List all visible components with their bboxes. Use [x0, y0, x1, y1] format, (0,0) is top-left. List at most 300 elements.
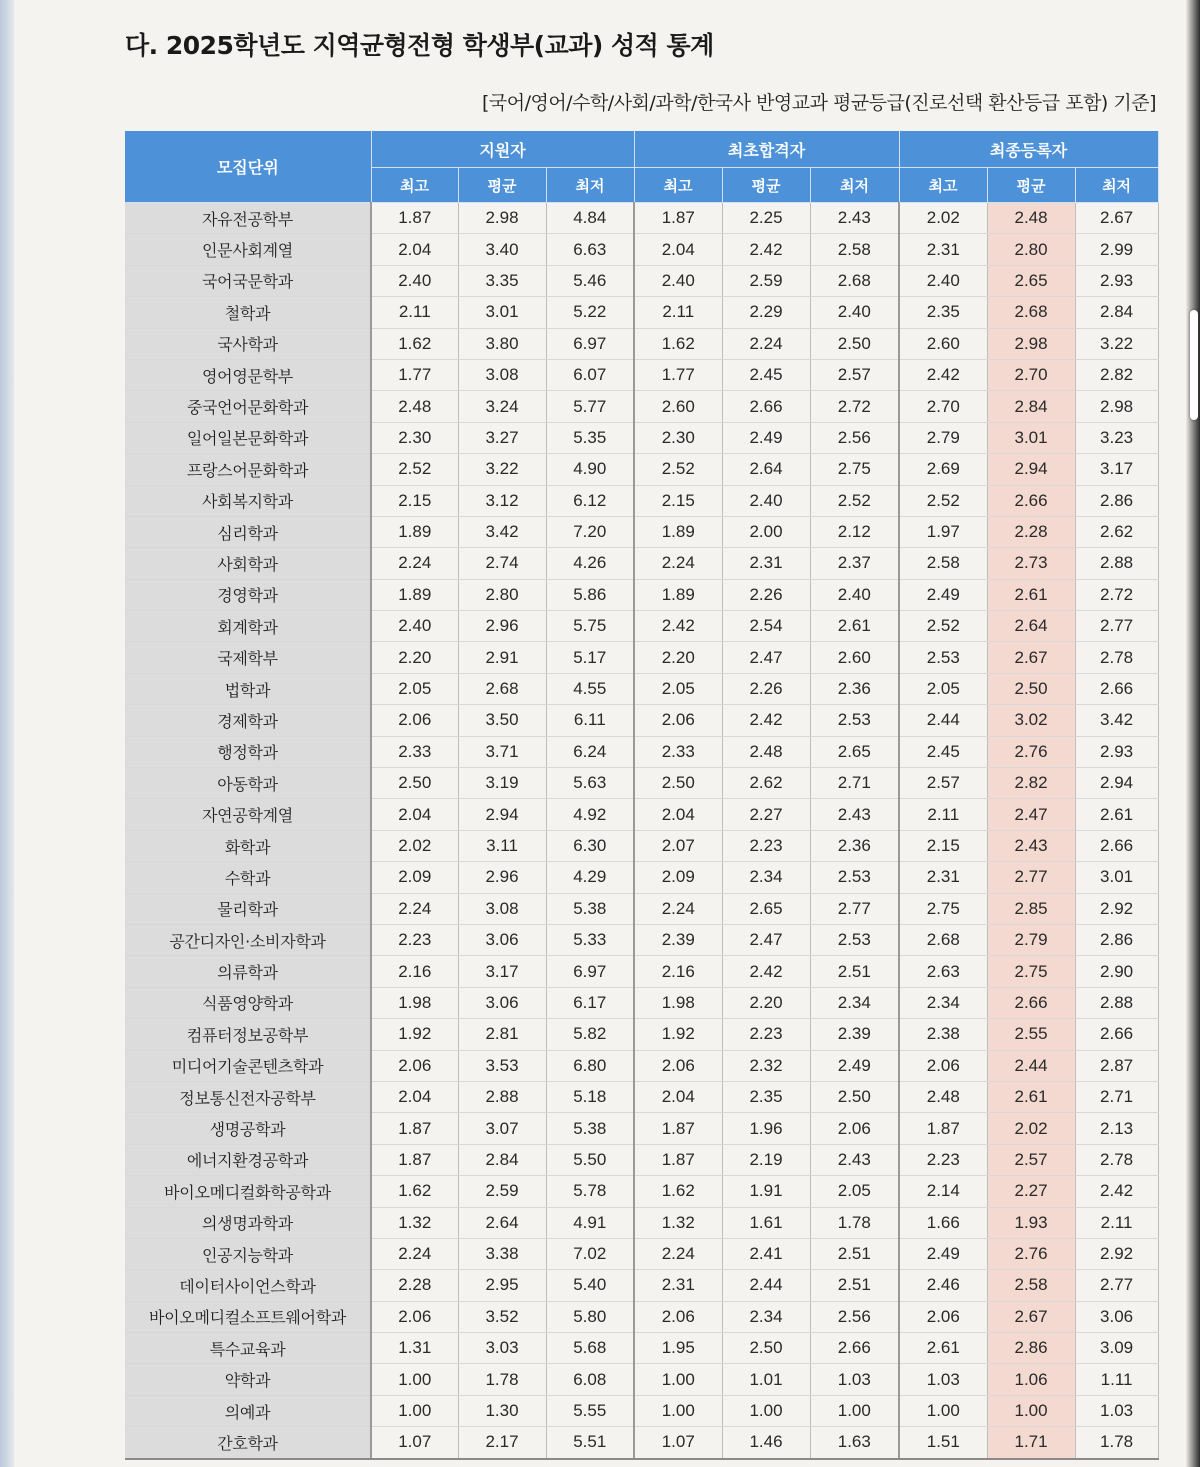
- table-cell: 5.77: [546, 391, 634, 422]
- table-cell: 2.45: [899, 736, 987, 767]
- table-cell: 1.98: [371, 987, 458, 1018]
- table-cell: 2.66: [987, 987, 1075, 1018]
- table-cell: 2.48: [722, 736, 810, 767]
- table-cell: 5.38: [546, 1113, 634, 1144]
- table-row: [125, 391, 1158, 422]
- table-cell: 2.53: [899, 642, 987, 673]
- table-cell: 2.11: [899, 799, 987, 830]
- table-cell: 2.40: [371, 265, 458, 296]
- table-cell: 2.77: [1075, 611, 1158, 642]
- table-cell: 1.00: [810, 1395, 899, 1426]
- table-cell: 2.48: [987, 203, 1075, 234]
- table-cell: 1.00: [371, 1364, 458, 1395]
- table-cell: 1.00: [987, 1395, 1075, 1426]
- table-cell: 2.40: [371, 611, 458, 642]
- table-cell: 7.20: [546, 516, 634, 547]
- table-cell: 2.47: [722, 642, 810, 673]
- table-cell: 2.78: [1075, 1144, 1158, 1175]
- row-unit-name: 국제학부: [125, 642, 371, 673]
- table-cell: 2.59: [722, 265, 810, 296]
- table-cell: 2.64: [987, 611, 1075, 642]
- table-cell: 1.32: [634, 1207, 722, 1238]
- row-unit-name: 경제학과: [125, 705, 371, 736]
- table-cell: 4.26: [546, 548, 634, 579]
- stats-table-container: [125, 131, 1158, 1460]
- table-cell: 3.42: [1075, 705, 1158, 736]
- table-cell: 2.64: [458, 1207, 546, 1238]
- table-cell: 6.30: [546, 830, 634, 861]
- table-cell: 2.57: [810, 359, 899, 390]
- table-cell: 2.61: [899, 1333, 987, 1364]
- table-row: [125, 1176, 1158, 1207]
- table-cell: 2.28: [987, 516, 1075, 547]
- table-cell: 2.24: [634, 1238, 722, 1269]
- table-cell: 2.86: [1075, 485, 1158, 516]
- table-cell: 3.01: [1075, 862, 1158, 893]
- table-cell: 2.61: [810, 611, 899, 642]
- table-cell: 1.89: [371, 516, 458, 547]
- table-cell: 4.84: [546, 203, 634, 234]
- table-cell: 2.31: [722, 548, 810, 579]
- table-cell: 2.96: [458, 862, 546, 893]
- table-cell: 2.34: [899, 987, 987, 1018]
- table-cell: 2.36: [810, 673, 899, 704]
- table-cell: 2.11: [1075, 1207, 1158, 1238]
- row-unit-name: 식품영양학과: [125, 987, 371, 1018]
- table-cell: 2.79: [987, 924, 1075, 955]
- table-cell: 2.52: [899, 485, 987, 516]
- table-cell: 2.23: [722, 830, 810, 861]
- table-cell: 2.04: [371, 799, 458, 830]
- table-row: [125, 893, 1158, 924]
- row-unit-name: 철학과: [125, 297, 371, 328]
- table-cell: 2.91: [458, 642, 546, 673]
- page-title: 다. 2025학년도 지역균형전형 학생부(교과) 성적 통계: [125, 31, 714, 60]
- table-cell: 2.52: [371, 454, 458, 485]
- table-cell: 1.06: [987, 1364, 1075, 1395]
- table-cell: 2.55: [987, 1019, 1075, 1050]
- table-cell: 2.04: [371, 1081, 458, 1112]
- table-cell: 2.43: [987, 830, 1075, 861]
- row-unit-name: 약학과: [125, 1364, 371, 1395]
- table-cell: 2.50: [722, 1333, 810, 1364]
- table-cell: 5.51: [546, 1427, 634, 1459]
- table-row: [125, 1427, 1158, 1459]
- table-cell: 2.93: [1075, 736, 1158, 767]
- table-cell: 2.06: [899, 1050, 987, 1081]
- table-cell: 6.07: [546, 359, 634, 390]
- table-cell: 2.50: [371, 768, 458, 799]
- table-row: [125, 736, 1158, 767]
- table-cell: 2.34: [722, 862, 810, 893]
- table-cell: 2.66: [1075, 830, 1158, 861]
- table-cell: 2.33: [634, 736, 722, 767]
- table-cell: 1.07: [371, 1427, 458, 1459]
- row-unit-name: 데이터사이언스학과: [125, 1270, 371, 1301]
- table-cell: 2.23: [899, 1144, 987, 1175]
- header-sub: 최고: [634, 168, 722, 203]
- table-cell: 2.68: [987, 297, 1075, 328]
- table-row: [125, 799, 1158, 830]
- table-cell: 2.48: [371, 391, 458, 422]
- table-row: [125, 1081, 1158, 1112]
- row-unit-name: 공간디자인·소비자학과: [125, 924, 371, 955]
- table-cell: 3.22: [458, 454, 546, 485]
- table-cell: 2.09: [634, 862, 722, 893]
- table-row: [125, 987, 1158, 1018]
- table-row: [125, 705, 1158, 736]
- table-cell: 2.98: [1075, 391, 1158, 422]
- table-cell: 5.38: [546, 893, 634, 924]
- table-cell: 2.04: [634, 234, 722, 265]
- table-cell: 1.78: [810, 1207, 899, 1238]
- table-cell: 3.09: [1075, 1333, 1158, 1364]
- table-cell: 1.87: [899, 1113, 987, 1144]
- table-cell: 2.94: [458, 799, 546, 830]
- table-row: [125, 265, 1158, 296]
- table-row: [125, 642, 1158, 673]
- table-cell: 2.13: [1075, 1113, 1158, 1144]
- table-cell: 1.07: [634, 1427, 722, 1459]
- row-unit-name: 회계학과: [125, 611, 371, 642]
- table-cell: 2.32: [722, 1050, 810, 1081]
- table-cell: 1.89: [634, 579, 722, 610]
- table-row: [125, 1270, 1158, 1301]
- header-unit: 모집단위: [125, 131, 371, 203]
- table-cell: 3.01: [458, 297, 546, 328]
- table-cell: 2.15: [899, 830, 987, 861]
- table-header: [125, 131, 1158, 203]
- table-cell: 2.60: [634, 391, 722, 422]
- table-cell: 2.07: [634, 830, 722, 861]
- table-cell: 7.02: [546, 1238, 634, 1269]
- table-cell: 2.99: [1075, 234, 1158, 265]
- table-cell: 5.68: [546, 1333, 634, 1364]
- table-cell: 6.24: [546, 736, 634, 767]
- table-cell: 1.89: [371, 579, 458, 610]
- table-row: [125, 485, 1158, 516]
- table-cell: 5.55: [546, 1395, 634, 1426]
- table-cell: 2.16: [371, 956, 458, 987]
- table-cell: 2.85: [987, 893, 1075, 924]
- table-cell: 3.80: [458, 328, 546, 359]
- table-cell: 2.05: [810, 1176, 899, 1207]
- table-cell: 3.02: [987, 705, 1075, 736]
- table-cell: 2.77: [1075, 1270, 1158, 1301]
- table-cell: 1.71: [987, 1427, 1075, 1459]
- table-cell: 2.44: [722, 1270, 810, 1301]
- table-cell: 6.80: [546, 1050, 634, 1081]
- table-row: [125, 956, 1158, 987]
- table-cell: 1.87: [634, 203, 722, 234]
- table-cell: 5.33: [546, 924, 634, 955]
- table-row: [125, 1113, 1158, 1144]
- table-cell: 2.70: [899, 391, 987, 422]
- table-cell: 2.98: [458, 203, 546, 234]
- table-cell: 2.27: [987, 1176, 1075, 1207]
- row-unit-name: 바이오메디컬소프트웨어학과: [125, 1301, 371, 1332]
- page-edge-left: [0, 0, 14, 1467]
- table-cell: 2.50: [810, 328, 899, 359]
- table-cell: 2.52: [810, 485, 899, 516]
- table-cell: 2.42: [722, 956, 810, 987]
- table-cell: 3.17: [458, 956, 546, 987]
- table-cell: 1.92: [371, 1019, 458, 1050]
- table-cell: 2.33: [371, 736, 458, 767]
- table-cell: 5.46: [546, 265, 634, 296]
- row-unit-name: 의류학과: [125, 956, 371, 987]
- table-cell: 2.74: [458, 548, 546, 579]
- table-cell: 1.03: [1075, 1395, 1158, 1426]
- table-cell: 2.75: [987, 956, 1075, 987]
- table-cell: 2.94: [1075, 768, 1158, 799]
- table-cell: 1.00: [634, 1364, 722, 1395]
- table-cell: 2.31: [899, 862, 987, 893]
- table-cell: 2.06: [371, 705, 458, 736]
- table-cell: 2.96: [458, 611, 546, 642]
- table-cell: 2.60: [899, 328, 987, 359]
- table-row: [125, 422, 1158, 453]
- table-cell: 2.84: [458, 1144, 546, 1175]
- table-cell: 2.20: [371, 642, 458, 673]
- table-cell: 3.03: [458, 1333, 546, 1364]
- row-unit-name: 심리학과: [125, 516, 371, 547]
- table-cell: 2.50: [810, 1081, 899, 1112]
- table-cell: 2.06: [634, 1050, 722, 1081]
- table-subtitle: [국어/영어/수학/사회/과학/한국사 반영교과 평균등급(진로선택 환산등급 포함) 기준]: [481, 92, 1156, 114]
- table-cell: 2.87: [1075, 1050, 1158, 1081]
- table-cell: 3.08: [458, 893, 546, 924]
- table-cell: 2.80: [987, 234, 1075, 265]
- table-cell: 2.47: [722, 924, 810, 955]
- row-unit-name: 일어일본문화학과: [125, 422, 371, 453]
- table-cell: 2.53: [810, 924, 899, 955]
- row-unit-name: 에너지환경공학과: [125, 1144, 371, 1175]
- table-cell: 3.27: [458, 422, 546, 453]
- table-cell: 2.09: [371, 862, 458, 893]
- table-cell: 2.82: [1075, 359, 1158, 390]
- table-cell: 3.71: [458, 736, 546, 767]
- table-row: [125, 1301, 1158, 1332]
- table-cell: 2.36: [810, 830, 899, 861]
- table-cell: 1.92: [634, 1019, 722, 1050]
- table-row: [125, 1050, 1158, 1081]
- table-cell: 5.80: [546, 1301, 634, 1332]
- table-cell: 2.42: [722, 705, 810, 736]
- table-row: [125, 516, 1158, 547]
- table-cell: 2.11: [371, 297, 458, 328]
- header-sub: 평균: [987, 168, 1075, 203]
- table-row: [125, 203, 1158, 234]
- table-cell: 2.23: [371, 924, 458, 955]
- table-cell: 2.66: [810, 1333, 899, 1364]
- table-cell: 2.34: [810, 987, 899, 1018]
- table-cell: 2.75: [810, 454, 899, 485]
- table-cell: 2.49: [810, 1050, 899, 1081]
- table-row: [125, 1019, 1158, 1050]
- header-group-applicants: 지원자: [371, 131, 634, 168]
- table-cell: 2.51: [810, 956, 899, 987]
- table-cell: 2.43: [810, 203, 899, 234]
- table-cell: 2.88: [1075, 548, 1158, 579]
- table-cell: 2.62: [722, 768, 810, 799]
- table-cell: 2.44: [987, 1050, 1075, 1081]
- table-cell: 1.98: [634, 987, 722, 1018]
- row-unit-name: 행정학과: [125, 736, 371, 767]
- table-cell: 3.11: [458, 830, 546, 861]
- table-cell: 2.04: [371, 234, 458, 265]
- table-cell: 2.39: [810, 1019, 899, 1050]
- table-cell: 4.92: [546, 799, 634, 830]
- table-row: [125, 359, 1158, 390]
- table-cell: 3.24: [458, 391, 546, 422]
- table-cell: 2.02: [371, 830, 458, 861]
- table-cell: 2.24: [634, 548, 722, 579]
- table-cell: 5.63: [546, 768, 634, 799]
- table-cell: 3.19: [458, 768, 546, 799]
- table-cell: 2.05: [371, 673, 458, 704]
- table-cell: 2.40: [634, 265, 722, 296]
- row-unit-name: 수학과: [125, 862, 371, 893]
- row-unit-name: 국어국문학과: [125, 265, 371, 296]
- table-row: [125, 862, 1158, 893]
- table-cell: 2.88: [1075, 987, 1158, 1018]
- header-sub: 평균: [722, 168, 810, 203]
- table-cell: 4.55: [546, 673, 634, 704]
- row-unit-name: 의예과: [125, 1395, 371, 1426]
- table-cell: 1.03: [899, 1364, 987, 1395]
- table-cell: 2.58: [987, 1270, 1075, 1301]
- table-cell: 2.70: [987, 359, 1075, 390]
- table-cell: 2.49: [722, 422, 810, 453]
- table-cell: 6.63: [546, 234, 634, 265]
- table-cell: 2.39: [634, 924, 722, 955]
- table-cell: 2.67: [987, 642, 1075, 673]
- table-cell: 2.11: [634, 297, 722, 328]
- table-cell: 2.62: [1075, 516, 1158, 547]
- header-sub: 최저: [810, 168, 899, 203]
- table-row: [125, 673, 1158, 704]
- table-cell: 2.67: [1075, 203, 1158, 234]
- row-unit-name: 생명공학과: [125, 1113, 371, 1144]
- row-unit-name: 인공지능학과: [125, 1238, 371, 1269]
- table-cell: 2.48: [899, 1081, 987, 1112]
- table-cell: 2.82: [987, 768, 1075, 799]
- table-cell: 2.63: [899, 956, 987, 987]
- table-cell: 2.42: [722, 234, 810, 265]
- table-cell: 3.35: [458, 265, 546, 296]
- row-unit-name: 간호학과: [125, 1427, 371, 1459]
- table-cell: 2.52: [899, 611, 987, 642]
- table-cell: 1.62: [371, 1176, 458, 1207]
- table-cell: 2.24: [371, 548, 458, 579]
- table-cell: 2.42: [634, 611, 722, 642]
- table-cell: 2.90: [1075, 956, 1158, 987]
- table-cell: 2.40: [899, 265, 987, 296]
- table-row: [125, 611, 1158, 642]
- row-unit-name: 중국언어문화학과: [125, 391, 371, 422]
- table-cell: 2.86: [1075, 924, 1158, 955]
- table-cell: 4.29: [546, 862, 634, 893]
- table-cell: 6.97: [546, 328, 634, 359]
- table-row: [125, 1207, 1158, 1238]
- table-cell: 2.73: [987, 548, 1075, 579]
- table-cell: 5.86: [546, 579, 634, 610]
- table-cell: 2.61: [1075, 799, 1158, 830]
- table-cell: 2.66: [987, 485, 1075, 516]
- row-unit-name: 바이오메디컬화학공학과: [125, 1176, 371, 1207]
- table-cell: 2.92: [1075, 893, 1158, 924]
- table-cell: 2.20: [722, 987, 810, 1018]
- table-cell: 2.76: [987, 1238, 1075, 1269]
- table-cell: 1.78: [458, 1364, 546, 1395]
- table-cell: 2.47: [987, 799, 1075, 830]
- table-cell: 1.51: [899, 1427, 987, 1459]
- table-cell: 2.68: [810, 265, 899, 296]
- table-cell: 2.54: [722, 611, 810, 642]
- table-row: [125, 328, 1158, 359]
- row-unit-name: 법학과: [125, 673, 371, 704]
- table-cell: 2.52: [634, 454, 722, 485]
- table-cell: 2.26: [722, 579, 810, 610]
- row-unit-name: 특수교육과: [125, 1333, 371, 1364]
- table-cell: 2.60: [810, 642, 899, 673]
- table-cell: 4.91: [546, 1207, 634, 1238]
- row-unit-name: 컴퓨터정보공학부: [125, 1019, 371, 1050]
- table-cell: 2.92: [1075, 1238, 1158, 1269]
- stats-table: [125, 131, 1159, 1460]
- table-cell: 1.00: [634, 1395, 722, 1426]
- table-cell: 2.41: [722, 1238, 810, 1269]
- table-cell: 2.31: [899, 234, 987, 265]
- table-row: [125, 579, 1158, 610]
- table-cell: 1.61: [722, 1207, 810, 1238]
- table-cell: 2.57: [899, 768, 987, 799]
- table-row: [125, 830, 1158, 861]
- table-cell: 2.66: [1075, 1019, 1158, 1050]
- table-cell: 1.87: [634, 1113, 722, 1144]
- table-cell: 2.79: [899, 422, 987, 453]
- row-unit-name: 국사학과: [125, 328, 371, 359]
- table-cell: 2.65: [987, 265, 1075, 296]
- table-cell: 2.02: [987, 1113, 1075, 1144]
- table-row: [125, 297, 1158, 328]
- table-cell: 2.34: [722, 1301, 810, 1332]
- table-cell: 1.11: [1075, 1364, 1158, 1395]
- table-cell: 2.64: [722, 454, 810, 485]
- row-unit-name: 경영학과: [125, 579, 371, 610]
- table-cell: 2.23: [722, 1019, 810, 1050]
- table-row: [125, 1144, 1158, 1175]
- table-cell: 2.84: [1075, 297, 1158, 328]
- table-row: [125, 1395, 1158, 1426]
- table-cell: 3.50: [458, 705, 546, 736]
- table-cell: 1.00: [899, 1395, 987, 1426]
- table-row: [125, 234, 1158, 265]
- table-cell: 1.31: [371, 1333, 458, 1364]
- table-cell: 2.06: [634, 705, 722, 736]
- table-cell: 3.23: [1075, 422, 1158, 453]
- table-cell: 1.66: [899, 1207, 987, 1238]
- scroll-handle[interactable]: [1190, 310, 1198, 420]
- table-row: [125, 1364, 1158, 1395]
- table-cell: 6.12: [546, 485, 634, 516]
- table-cell: 6.08: [546, 1364, 634, 1395]
- table-cell: 2.43: [810, 799, 899, 830]
- table-cell: 2.15: [634, 485, 722, 516]
- table-body: [125, 203, 1158, 1459]
- table-cell: 6.97: [546, 956, 634, 987]
